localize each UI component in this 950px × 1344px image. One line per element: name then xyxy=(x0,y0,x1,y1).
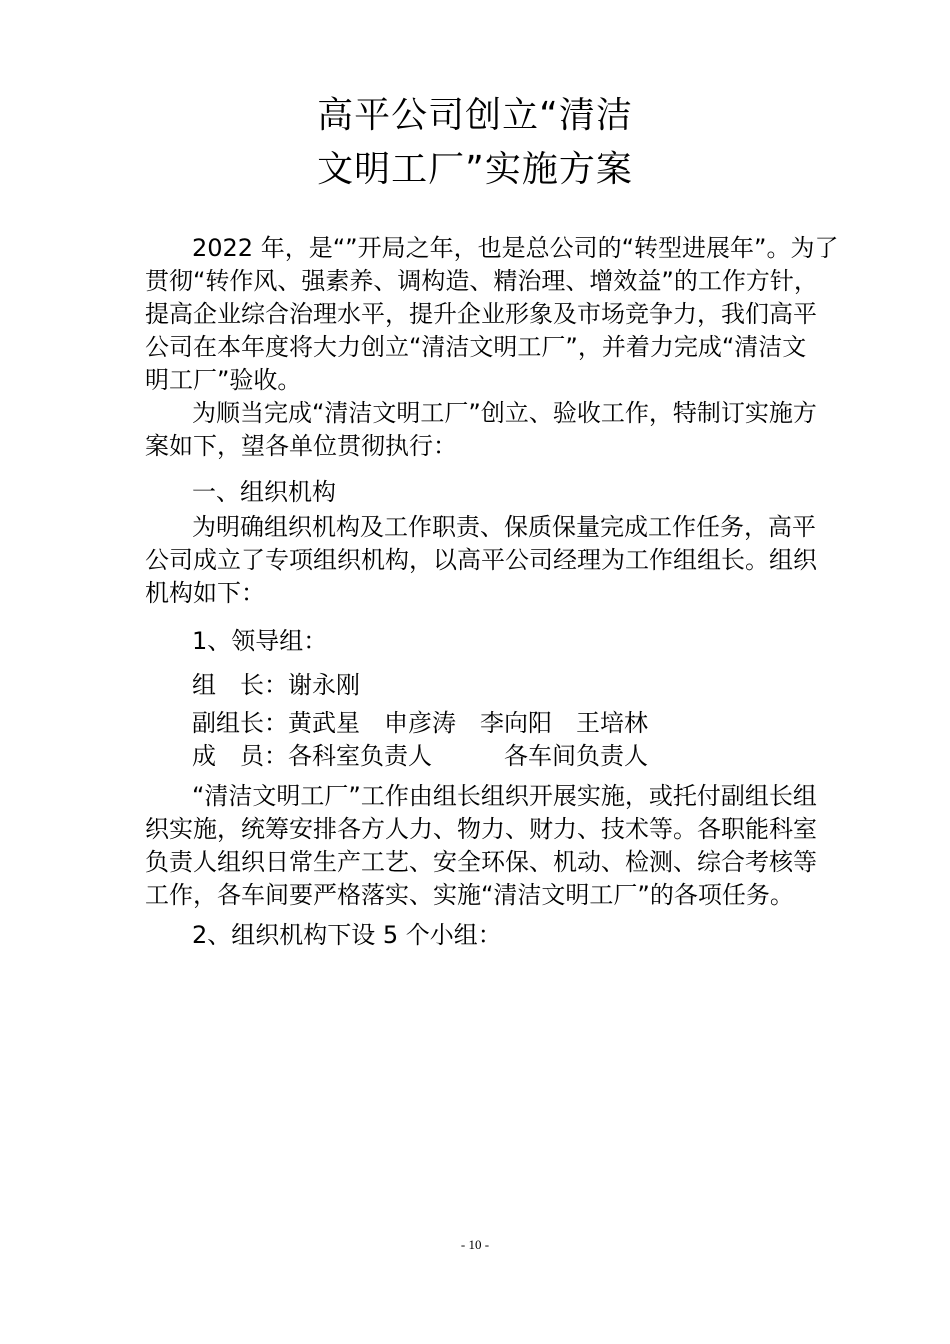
members-label-char-1: 成 xyxy=(192,742,216,770)
paragraph-2-line-1: 为顺当完成“清洁文明工厂”创立、验收工作，特制订实施方 xyxy=(192,399,817,427)
deputy-name: 李向阳 xyxy=(480,709,552,737)
paragraph-4-line-4: 工作，各车间要严格落实、实施“清洁文明工厂”的各项任务。 xyxy=(145,881,794,909)
members-label-char-2: 员： xyxy=(240,742,288,770)
paragraph-1-line-3: 提高企业综合治理水平，提升企业形象及市场竞争力，我们高平 xyxy=(145,300,817,328)
paragraph-2-line-2: 案如下，望各单位贯彻执行： xyxy=(145,432,457,460)
paragraph-4-line-2: 织实施，统筹安排各方人力、物力、财力、技术等。各职能科室 xyxy=(145,815,817,843)
members-group-2: 各车间负责人 xyxy=(504,742,648,770)
paragraph-4-line-3: 负责人组织日常生产工艺、安全环保、机动、检测、综合考核等 xyxy=(145,848,817,876)
leader-name: 谢永刚 xyxy=(288,671,360,699)
deputy-name: 黄武星 xyxy=(288,709,360,737)
leader-row xyxy=(192,670,872,700)
members-group-1: 各科室负责人 xyxy=(288,742,432,770)
leader-label-char-2: 长： xyxy=(240,671,288,699)
document-title-line-2: 文明工厂”实施方案 xyxy=(317,149,633,190)
page-number: - 10 - xyxy=(460,1237,490,1252)
section-1-heading: 一、组织机构 xyxy=(192,478,336,506)
paragraph-3-line-3: 机构如下： xyxy=(145,579,265,607)
item-2-heading: 2、组织机构下设 5 个小组： xyxy=(192,921,502,949)
paragraph-1-line-4: 公司在本年度将大力创立“清洁文明工厂”，并着力完成“清洁文 xyxy=(145,333,807,361)
paragraph-3-line-1: 为明确组织机构及工作职责、保质保量完成工作任务，高平 xyxy=(192,513,816,541)
paragraph-1-line-1: 2022 年，是“”开局之年，也是总公司的“转型进展年”。为了 xyxy=(192,234,839,262)
paragraph-4-line-1: “清洁文明工厂”工作由组长组织开展实施，或托付副组长组 xyxy=(192,782,817,810)
deputy-name: 王培林 xyxy=(576,709,648,737)
paragraph-1-line-5: 明工厂”验收。 xyxy=(145,366,302,394)
deputy-name: 申彦涛 xyxy=(384,709,456,737)
item-1-heading: 1、领导组： xyxy=(192,627,328,655)
document-title-line-1: 高平公司创立“清洁 xyxy=(317,95,633,136)
deputy-row xyxy=(192,708,872,738)
paragraph-3-line-2: 公司成立了专项组织机构，以高平公司经理为工作组组长。组织 xyxy=(145,546,817,574)
leader-label-char-1: 组 xyxy=(192,671,216,699)
members-row xyxy=(192,741,872,771)
deputy-label: 副组长： xyxy=(192,709,288,737)
paragraph-1-line-2: 贯彻“转作风、强素养、调构造、精治理、增效益”的工作方针， xyxy=(145,267,818,295)
